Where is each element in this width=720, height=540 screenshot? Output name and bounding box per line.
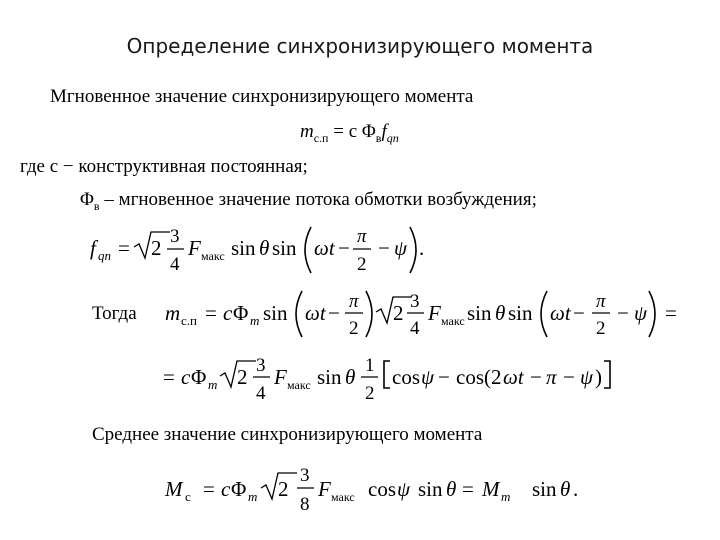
avg-F: F bbox=[318, 477, 331, 501]
avg-den: 8 bbox=[300, 494, 310, 515]
msp2-cos2: cos(2 bbox=[456, 365, 502, 389]
constant-definition: где c − конструктивная постоянная; bbox=[20, 156, 308, 177]
msp2-pi: π bbox=[546, 365, 557, 389]
fqp-end: . bbox=[419, 236, 425, 260]
avg-c: c bbox=[221, 477, 231, 501]
msp2-theta: θ bbox=[345, 365, 356, 389]
avg-end: . bbox=[573, 477, 579, 501]
msp-two: 2 bbox=[349, 318, 359, 339]
msp-lparen2 bbox=[541, 291, 547, 337]
msp2-eq: = bbox=[163, 365, 175, 389]
fqp-sin1: sin bbox=[231, 236, 256, 260]
avg-lhs: M bbox=[165, 477, 183, 501]
fqp-sin2: sin bbox=[272, 236, 297, 260]
msp-omega-t: ωt bbox=[305, 301, 326, 325]
fqp-eq: = bbox=[118, 236, 130, 260]
msp-sin3: sin bbox=[508, 301, 533, 325]
msp-F-sub: макс bbox=[441, 314, 465, 328]
fqp-minus2: − bbox=[378, 236, 390, 260]
fqp-F: F bbox=[188, 236, 201, 260]
msp2-sqrt-arg: 2 bbox=[237, 365, 248, 389]
msp-lhs-sub: с.п bbox=[181, 313, 197, 328]
msp2-cos: cos bbox=[392, 365, 420, 389]
f-subscript: qп bbox=[386, 131, 399, 145]
msp-rparen1 bbox=[366, 291, 372, 337]
msp2-lbracket bbox=[384, 361, 390, 388]
phi-subscript: в bbox=[375, 131, 382, 145]
fqp-lparen bbox=[305, 227, 311, 273]
formula-average bbox=[164, 465, 578, 515]
msp2-num2: 1 bbox=[365, 355, 375, 376]
msp-lparen1 bbox=[296, 291, 302, 337]
slide-title: Определение синхронизирующего момента bbox=[126, 34, 594, 58]
msp2-omega-t: ωt bbox=[503, 365, 524, 389]
avg-eq: = bbox=[203, 477, 215, 501]
formula-msp-expanded bbox=[163, 355, 610, 404]
msp-sqrt-arg: 2 bbox=[393, 301, 404, 325]
msp-Phi: Φ bbox=[233, 301, 249, 325]
avg-eq2: = bbox=[462, 477, 474, 501]
msp2-c: c bbox=[181, 365, 191, 389]
msp-minus: − bbox=[328, 301, 340, 325]
msp2-den: 4 bbox=[256, 383, 266, 404]
avg-theta: θ bbox=[446, 477, 457, 501]
msp2-rbracket bbox=[604, 361, 610, 388]
intro-line: Мгновенное значение синхронизирующего момента bbox=[50, 86, 474, 107]
msp2-psi: ψ bbox=[421, 365, 435, 389]
average-line: Среднее значение синхронизирующего момента bbox=[92, 424, 483, 445]
msp-Phi-sub: m bbox=[250, 313, 260, 328]
msp-minus2: − bbox=[573, 301, 585, 325]
fqp-F-sub: макс bbox=[201, 249, 225, 263]
flux-subscript: в bbox=[93, 199, 100, 213]
msp-den: 4 bbox=[410, 318, 420, 339]
fqp-psi: ψ bbox=[394, 236, 408, 260]
msp2-Phi: Φ bbox=[191, 365, 207, 389]
fqp-lhs: f bbox=[90, 236, 96, 260]
msp2-Phi-sub: m bbox=[208, 377, 218, 392]
moment-symbol: m bbox=[300, 121, 314, 142]
fqp-theta: θ bbox=[259, 236, 270, 260]
msp-lhs: m bbox=[165, 301, 181, 325]
msp2-psi2: ψ bbox=[580, 365, 594, 389]
avg-M: M bbox=[482, 477, 500, 501]
msp-theta: θ bbox=[495, 301, 506, 325]
avg-cos: cos bbox=[368, 477, 396, 501]
fqp-rparen bbox=[410, 227, 416, 273]
msp-psi: ψ bbox=[634, 301, 648, 325]
avg-M-sub: m bbox=[501, 489, 511, 504]
fqp-lhs-sub: qп bbox=[98, 248, 111, 263]
formula-msp bbox=[165, 291, 677, 339]
fqp-den: 4 bbox=[170, 254, 180, 275]
avg-sin2: sin bbox=[532, 477, 557, 501]
avg-Phi: Φ bbox=[231, 477, 247, 501]
msp2-F: F bbox=[274, 365, 287, 389]
fqp-pi: π bbox=[357, 226, 367, 247]
flux-symbol: Φ bbox=[80, 189, 94, 210]
avg-F-sub: макс bbox=[331, 490, 355, 504]
msp2-rparen: ) bbox=[595, 365, 602, 389]
msp-num: 3 bbox=[410, 291, 420, 312]
msp2-minus2: − bbox=[530, 365, 542, 389]
fqp-omega-t: ωt bbox=[314, 236, 335, 260]
msp-eq: = bbox=[205, 301, 217, 325]
formula-fqp bbox=[90, 226, 424, 275]
label-togda: Тогда bbox=[92, 303, 137, 324]
avg-sqrt-arg: 2 bbox=[278, 477, 289, 501]
msp-pi: π bbox=[349, 291, 359, 312]
avg-sin: sin bbox=[418, 477, 443, 501]
msp2-num: 3 bbox=[256, 355, 266, 376]
avg-theta2: θ bbox=[560, 477, 571, 501]
avg-psi: ψ bbox=[397, 477, 411, 501]
equation-rhs: = c Φ bbox=[333, 121, 376, 142]
fqp-num: 3 bbox=[170, 226, 180, 247]
msp-rparen2 bbox=[649, 291, 655, 337]
msp-minus3: − bbox=[617, 301, 629, 325]
msp-tail: = bbox=[665, 301, 677, 325]
msp2-minus3: − bbox=[563, 365, 575, 389]
flux-text: – мгновенное значение потока обмотки возбуждения; bbox=[99, 189, 537, 210]
fqp-minus: − bbox=[338, 236, 350, 260]
msp-F: F bbox=[428, 301, 441, 325]
avg-num: 3 bbox=[300, 465, 310, 486]
avg-lhs-sub: c bbox=[185, 489, 191, 504]
msp-sin2: sin bbox=[467, 301, 492, 325]
msp-pi2: π bbox=[596, 291, 606, 312]
fqp-sqrt-arg: 2 bbox=[151, 236, 162, 260]
msp-sin1: sin bbox=[263, 301, 288, 325]
msp-two2: 2 bbox=[596, 318, 606, 339]
moment-subscript: с.п bbox=[313, 131, 329, 145]
avg-Phi-sub: m bbox=[248, 489, 258, 504]
msp2-F-sub: макс bbox=[287, 378, 311, 392]
msp2-sin: sin bbox=[317, 365, 342, 389]
msp-c: c bbox=[223, 301, 233, 325]
msp-omega-t2: ωt bbox=[550, 301, 571, 325]
fqp-two: 2 bbox=[357, 254, 367, 275]
msp2-minus: − bbox=[438, 365, 450, 389]
f-symbol: f bbox=[381, 121, 387, 142]
msp2-den2: 2 bbox=[365, 383, 375, 404]
